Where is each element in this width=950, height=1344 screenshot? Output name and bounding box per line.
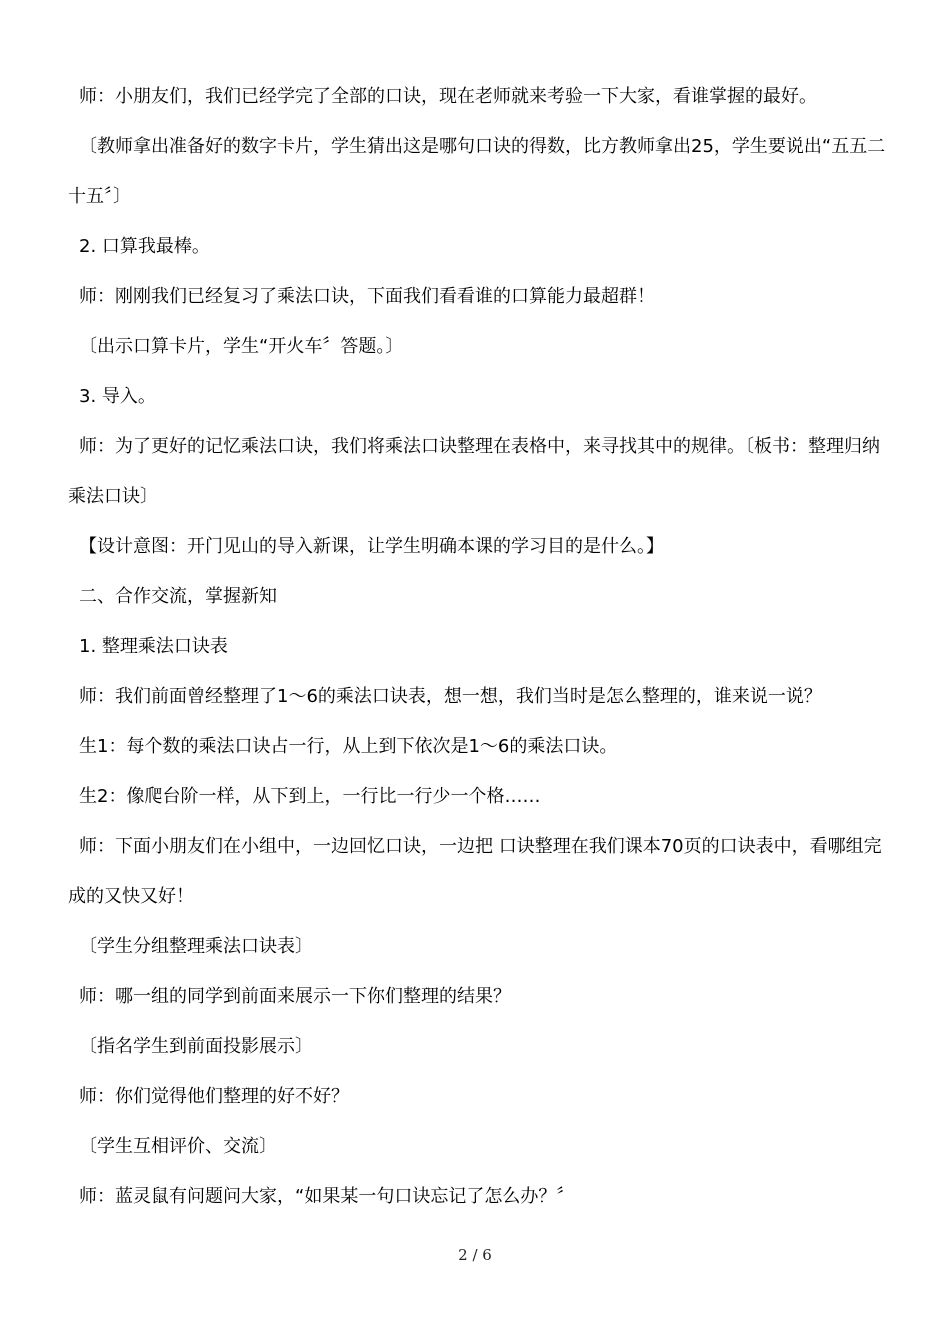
paragraph: 2. 口算我最棒。	[79, 236, 210, 257]
paragraph: 生2：像爬台阶一样，从下到上，一行比一行少一个格……	[79, 786, 541, 807]
paragraph: 生1：每个数的乘法口诀占一行，从上到下依次是1～6的乘法口诀。	[79, 736, 618, 757]
paragraph: 〔教师拿出准备好的数字卡片，学生猜出这是哪句口诀的得数，比方教师拿出25，学生要说出“五五二十五〞〕	[68, 136, 886, 207]
paragraph: 师：为了更好的记忆乘法口诀，我们将乘法口诀整理在表格中，来寻找其中的规律。〔板书：整理归纳乘法口诀〕	[68, 436, 880, 507]
paragraph: 〔学生互相评价、交流〕	[79, 1136, 277, 1157]
paragraph: 师：你们觉得他们整理的好不好？	[79, 1086, 349, 1107]
paragraph: 师：下面小朋友们在小组中，一边回忆口诀，一边把 口诀整理在我们课本70页的口诀表中，看哪组完成的又快又好！	[68, 836, 882, 907]
page-number: 2 / 6	[458, 1246, 492, 1264]
paragraph: 〔学生分组整理乘法口诀表〕	[79, 936, 313, 957]
paragraph: 1. 整理乘法口诀表	[79, 636, 228, 657]
paragraph: 〔出示口算卡片，学生“开火车〞答题。〕	[79, 336, 404, 357]
paragraph: 师：刚刚我们已经复习了乘法口诀，下面我们看看谁的口算能力最超群！	[79, 286, 655, 307]
paragraph: 3. 导入。	[79, 386, 156, 407]
paragraph: 师：蓝灵鼠有问题问大家，“如果某一句口诀忘记了怎么办？〞	[79, 1186, 575, 1207]
section-heading: 二、合作交流，掌握新知	[79, 586, 277, 607]
paragraph: 【设计意图：开门见山的导入新课，让学生明确本课的学习目的是什么。】	[79, 536, 664, 557]
paragraph: 师：我们前面曾经整理了1～6的乘法口诀表，想一想，我们当时是怎么整理的，谁来说一说？	[79, 686, 822, 707]
paragraph: 〔指名学生到前面投影展示〕	[79, 1036, 313, 1057]
paragraph: 师：小朋友们，我们已经学完了全部的口诀，现在老师就来考验一下大家，看谁掌握的最好。	[79, 86, 817, 107]
paragraph: 师：哪一组的同学到前面来展示一下你们整理的结果？	[79, 986, 511, 1007]
